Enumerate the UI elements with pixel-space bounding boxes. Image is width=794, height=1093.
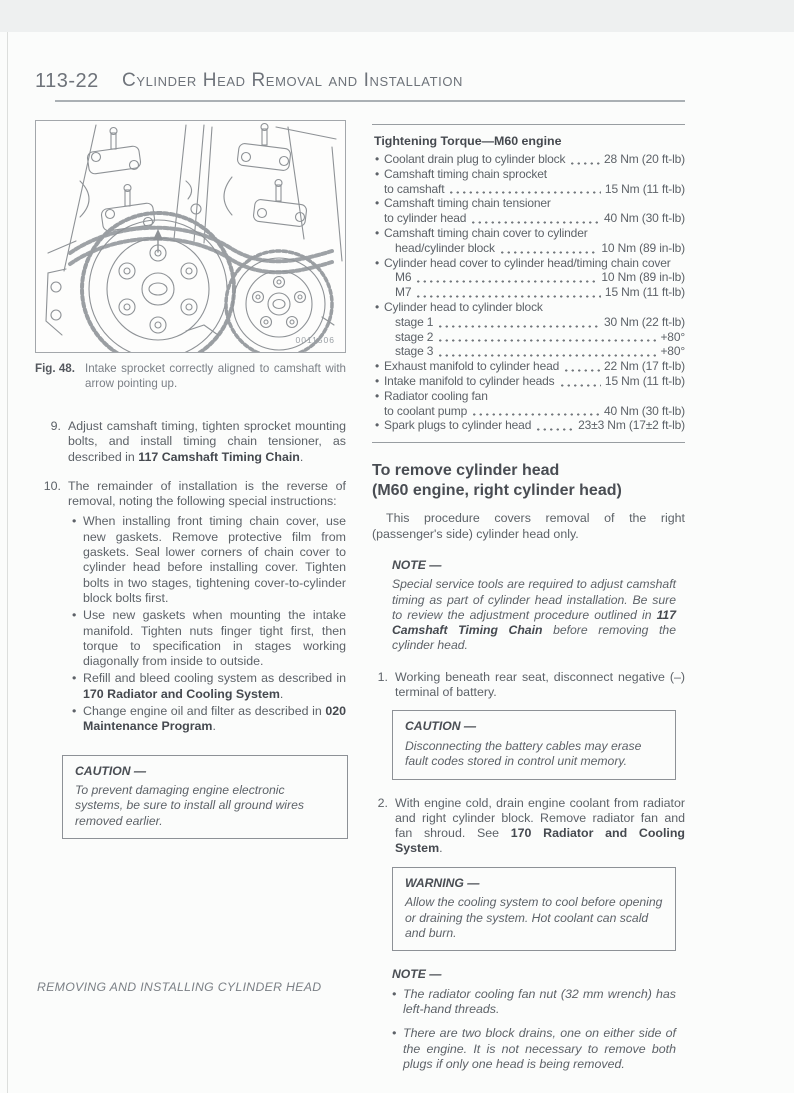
- note-item: • The radiator cooling fan nut (32 mm wrench) has left-hand threads.: [392, 986, 676, 1016]
- bullet-icon: •: [375, 152, 380, 166]
- step-1: [372, 670, 685, 701]
- list-item: • Refill and bleed cooling system as described in 170 Radiator and Cooling System.: [72, 671, 346, 701]
- caution-title: CAUTION —: [405, 719, 477, 734]
- note-title: NOTE —: [392, 967, 442, 982]
- bullet-icon: •: [375, 166, 380, 181]
- step-number: 2.: [377, 795, 388, 810]
- step-10-bullets: [72, 514, 346, 734]
- torque-row: to cylinder head 40 Nm (30 ft-lb): [384, 211, 685, 226]
- bullet-icon: •: [392, 986, 397, 1001]
- dot-leader: [675, 256, 681, 271]
- torque-row: • Radiator cooling fan: [372, 389, 685, 404]
- step-10: [35, 479, 346, 510]
- footer-text: REMOVING AND INSTALLING CYLINDER HEAD: [37, 980, 322, 994]
- dot-leader: [555, 196, 681, 211]
- torque-row: stage 1 30 Nm (22 ft-lb): [395, 314, 685, 329]
- torque-row: • Camshaft timing chain tensioner: [372, 196, 685, 211]
- torque-row: stage 2 +80°: [395, 329, 685, 344]
- bullet-icon: •: [72, 671, 77, 686]
- dot-leader: [535, 418, 574, 433]
- dot-leader: [569, 152, 600, 167]
- section-heading-line2: (M60 engine, right cylinder head): [372, 482, 622, 500]
- intro-paragraph: This procedure covers removal of the right (passenger's side) cylinder head only.: [372, 511, 685, 541]
- torque-row: • Intake manifold to cylinder heads 15 Nm (11 ft-lb): [375, 373, 685, 388]
- section-heading-line1: To remove cylinder head: [372, 462, 560, 480]
- step-text: The remainder of installation is the reverse of removal, noting the following special instructions:: [68, 478, 346, 509]
- bullet-icon: •: [375, 299, 380, 314]
- dot-leader: [437, 344, 656, 359]
- dot-leader: [437, 315, 600, 330]
- caution-title: CAUTION —: [75, 763, 147, 778]
- list-item: • Use new gaskets when mounting the intake manifold. Tighten nuts finger tight first, then torque to specification in stages working diagonally from inside to outside.: [72, 608, 346, 669]
- dot-leader: [551, 167, 681, 182]
- scan-left-edge: [7, 32, 8, 1093]
- bullet-icon: •: [375, 196, 380, 211]
- scan-top-edge: [0, 0, 794, 32]
- caution-body: To prevent damaging engine electronic systems, be sure to install all ground wires removed earlier.: [75, 783, 304, 828]
- page-title: Cylinder Head Removal and Installation: [122, 70, 464, 91]
- caution-box: [62, 755, 348, 840]
- bullet-icon: •: [392, 1026, 397, 1041]
- engine-figure-svg: [36, 121, 345, 352]
- torque-row: • Spark plugs to cylinder head 23±3 Nm (17±2 ft-lb): [375, 418, 685, 433]
- torque-row: • Camshaft timing chain cover to cylinder: [372, 226, 685, 241]
- bullet-icon: •: [375, 418, 380, 433]
- step-text: Working beneath rear seat, disconnect negative (–) terminal of battery.: [395, 669, 685, 700]
- dot-leader: [448, 182, 601, 197]
- caution-box: [392, 710, 676, 779]
- bullet-icon: •: [72, 704, 77, 719]
- step-2: [372, 796, 685, 857]
- dot-leader: [563, 359, 600, 374]
- torque-row: • Exhaust manifold to cylinder head 22 Nm (17 ft-lb): [375, 359, 685, 374]
- figure-caption: [35, 362, 346, 391]
- torque-row: to camshaft 15 Nm (11 ft-lb): [384, 181, 685, 196]
- torque-row: stage 3 +80°: [395, 344, 685, 359]
- step-9: [35, 419, 346, 465]
- header-rule: [55, 100, 685, 102]
- step-text: With engine cold, drain engine coolant from radiator and right cylinder block. Remove radiator fan and fan shroud. See 170 Radiator and Cooling System.: [395, 795, 685, 856]
- step-number: 10.: [43, 478, 61, 493]
- torque-row: • Camshaft timing chain sprocket: [372, 167, 685, 182]
- torque-row: • Cylinder head to cylinder block: [372, 300, 685, 315]
- bullet-icon: •: [72, 608, 77, 623]
- figure-code: 0011506: [295, 335, 335, 345]
- figure-caption-label: Fig. 48.: [35, 362, 75, 375]
- section-heading: [372, 461, 685, 501]
- bullet-icon: •: [375, 388, 380, 403]
- warning-body: Allow the cooling system to cool before opening or draining the system. Hot coolant can scald and burn.: [405, 895, 663, 940]
- caution-body: Disconnecting the battery cables may erase fault codes stored in control unit memory.: [405, 738, 642, 769]
- note-title: NOTE —: [392, 557, 442, 572]
- torque-row: • Cylinder head cover to cylinder head/timing chain cover: [372, 256, 685, 271]
- dot-leader: [471, 404, 600, 419]
- bullet-icon: •: [375, 373, 380, 388]
- dot-leader: [547, 300, 681, 315]
- torque-table-title: Tightening Torque—M60 engine: [374, 134, 562, 148]
- torque-row: head/cylinder block 10 Nm (89 in-lb): [395, 240, 685, 255]
- left-column: [35, 120, 346, 839]
- dot-leader: [415, 270, 597, 285]
- bullet-icon: •: [375, 255, 380, 270]
- torque-row: • Coolant drain plug to cylinder block 28 Nm (20 ft-lb): [375, 152, 685, 166]
- note-block: NOTE — Special service tools are required to adjust camshaft timing as part of cylinder head installation. Be sure to review the adjustment procedure outlined in 117 Camshaft Timing Chain before removing the cylinder head.: [392, 557, 676, 653]
- figure-48: [35, 120, 346, 353]
- step-number: 1.: [377, 669, 388, 684]
- torque-row: to coolant pump 40 Nm (30 ft-lb): [384, 403, 685, 418]
- dot-leader: [470, 211, 600, 226]
- list-item: • Change engine oil and filter as described in 020 Maintenance Program.: [72, 704, 346, 734]
- bullet-icon: •: [72, 514, 77, 529]
- torque-spec-table: [372, 124, 685, 443]
- warning-title: WARNING —: [405, 875, 480, 890]
- note-item: • There are two block drains, one on either side of the engine. It is not necessary to remove both plugs if only one head is being removed.: [392, 1026, 676, 1071]
- warning-box: [392, 867, 676, 952]
- step-text: Adjust camshaft timing, tighten sprocket mounting bolts, and install timing chain tensioner, as described in 117 Camshaft Timing Chain.: [68, 419, 346, 464]
- torque-row: M6 10 Nm (89 in-lb): [395, 270, 685, 285]
- dot-leader: [437, 330, 656, 345]
- page-number: 113-22: [35, 70, 99, 92]
- note-block: [392, 967, 676, 1072]
- list-item: • When installing front timing chain cover, use new gaskets. Remove protective film from gaskets. Seal lower corners of chain cover to cylinder head before installing cover. Tighten bolts in two stages, tightening cover-to-cylinder block bolts first.: [72, 514, 346, 605]
- dot-leader: [592, 226, 681, 241]
- dot-leader: [492, 389, 681, 404]
- step-number: 9.: [50, 419, 61, 433]
- right-column: [372, 124, 685, 1081]
- dot-leader: [415, 285, 601, 300]
- figure-caption-text: Intake sprocket correctly aligned to camshaft with arrow pointing up.: [85, 362, 346, 390]
- torque-row: M7 15 Nm (11 ft-lb): [395, 285, 685, 300]
- dot-leader: [559, 374, 601, 389]
- bullet-icon: •: [375, 225, 380, 240]
- dot-leader: [499, 241, 597, 256]
- bullet-icon: •: [375, 359, 380, 374]
